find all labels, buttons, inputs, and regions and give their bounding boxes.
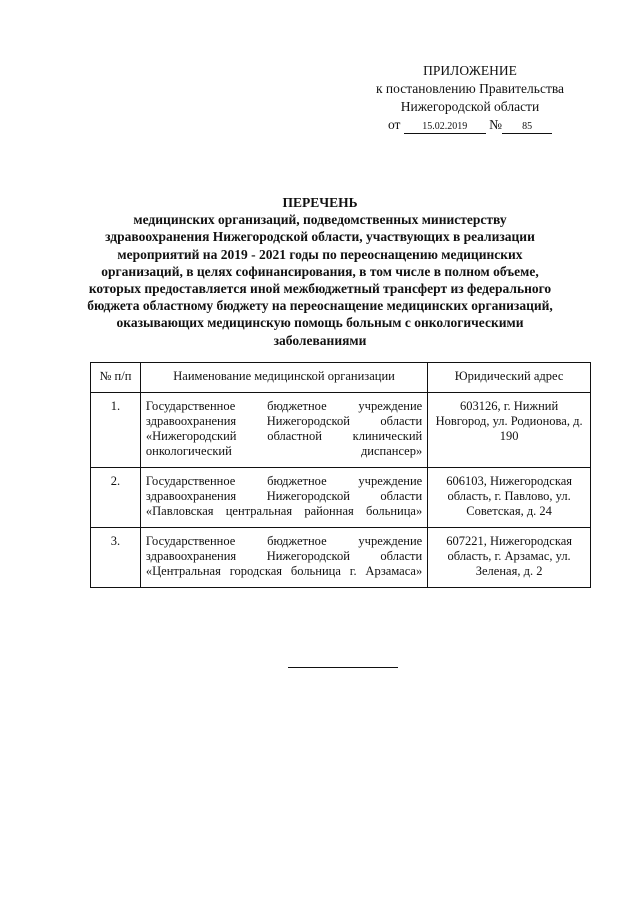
- end-divider: [288, 667, 398, 668]
- decree-number: 85: [502, 121, 552, 134]
- table-header-row: [91, 363, 591, 393]
- title-subtitle: медицинских организаций, подведомственных министерству здравоохранения Нижегородской области, участвующих в реализации мероприятий на 2019 - 2021 годы по переоснащению медицинских организаций, в целях софинансирования, в том числе в полном объеме, которых предоставляется иной межбюджетный трансферт из федерального бюджета областному бюджету на переоснащение медицинских организаций, оказывающих медицинскую помощь больным с онкологическими заболеваниями: [87, 212, 553, 348]
- organization-name: Государственное бюджетное учреждение здравоохранения Нижегородской области «Нижегородский областной клинический онкологический диспансер»: [140, 393, 427, 468]
- date-prefix: от: [387, 117, 401, 132]
- organization-address: 606103, Нижегородская область, г. Павлово, ул. Советская, д. 24: [428, 468, 591, 528]
- table-row: [91, 468, 591, 528]
- header-address: Юридический адрес: [428, 363, 591, 393]
- row-number: 2.: [91, 468, 141, 528]
- title-heading: ПЕРЕЧЕНЬ: [282, 195, 358, 210]
- table-row: [91, 393, 591, 468]
- organizations-table: [90, 362, 591, 588]
- row-number: 1.: [91, 393, 141, 468]
- appendix-label: ПРИЛОЖЕНИЕ: [423, 63, 517, 78]
- header-number: № п/п: [91, 363, 141, 393]
- row-number: 3.: [91, 528, 141, 588]
- decree-date: 15.02.2019: [404, 121, 486, 134]
- organization-address: 607221, Нижегородская область, г. Арзамас, ул. Зеленая, д. 2: [428, 528, 591, 588]
- organization-name: Государственное бюджетное учреждение здравоохранения Нижегородской области «Центральная городская больница г. Арзамаса»: [140, 528, 427, 588]
- appendix-line-2: Нижегородской области: [400, 99, 540, 114]
- appendix-block: [355, 62, 585, 134]
- number-prefix: №: [489, 117, 503, 132]
- appendix-line-1: к постановлению Правительства: [375, 81, 565, 96]
- appendix-date-row: [355, 116, 585, 134]
- table-row: [91, 528, 591, 588]
- document-title: [80, 194, 560, 349]
- organization-name: Государственное бюджетное учреждение здравоохранения Нижегородской области «Павловская центральная районная больница»: [140, 468, 427, 528]
- header-name: Наименование медицинской организации: [140, 363, 427, 393]
- organization-address: 603126, г. Нижний Новгород, ул. Родионова, д. 190: [428, 393, 591, 468]
